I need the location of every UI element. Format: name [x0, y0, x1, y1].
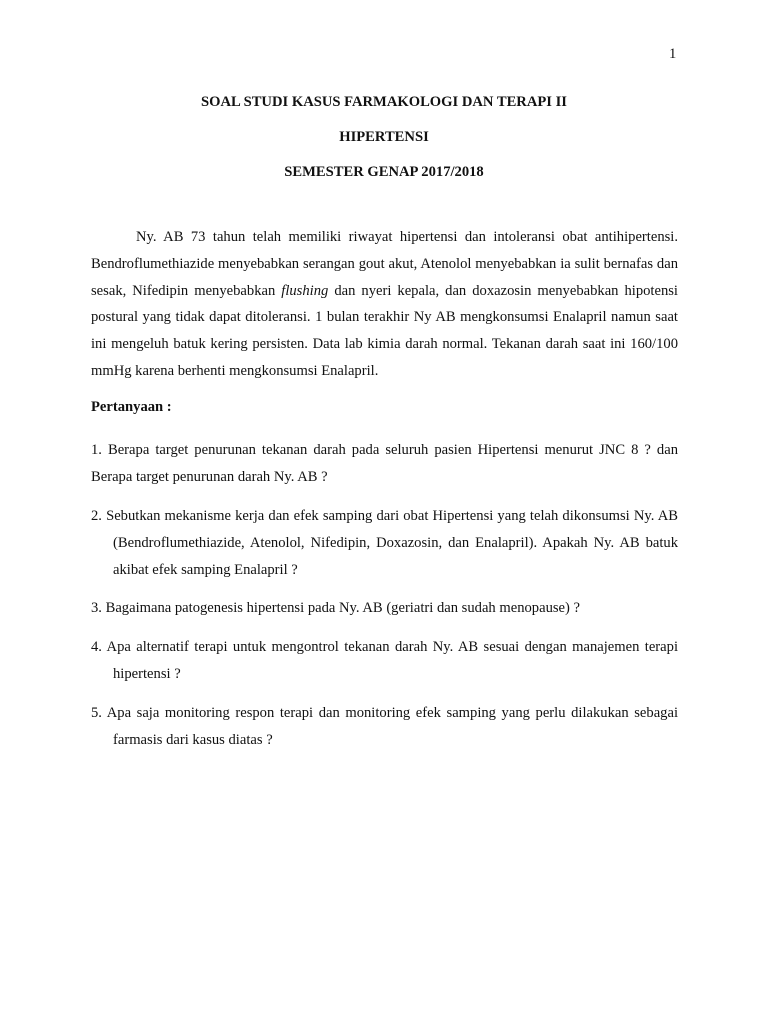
case-text-part2: dan nyeri kepala, dan doxazosin menyebabkan hipotensi postural yang tidak dapat ditoleransi. 1 bulan terakhir Ny AB mengkonsumsi Enalapril namun saat ini mengeluh batuk kering persisten. Data lab kimia darah normal. Tekanan darah saat ini 160/100 mmHg karena berhenti mengkonsumsi Enalapril. — [91, 282, 678, 379]
question-5: 5. Apa saja monitoring respon terapi dan monitoring efek samping yang perlu dilakukan sebagai farmasis dari kasus diatas ? — [91, 705, 678, 748]
question-2: 2. Sebutkan mekanisme kerja dan efek samping dari obat Hipertensi yang telah dikonsumsi Ny. AB (Bendroflumethiazide, Atenolol, Nifedipin, Doxazosin, dan Enalapril). Apakah Ny. AB batuk akibat efek samping Enalapril ? — [91, 508, 678, 578]
document-subtitle: HIPERTENSI — [339, 129, 429, 145]
case-text-italic: flushing — [281, 282, 329, 299]
page-number: 1 — [669, 46, 677, 62]
questions-heading: Pertanyaan : — [91, 399, 172, 415]
document-semester: SEMESTER GENAP 2017/2018 — [284, 164, 484, 180]
case-text-part1: Ny. AB 73 tahun telah memiliki riwayat hipertensi dan intoleransi obat antihipertensi. Bendroflumethiazide menyebabkan serangan gout akut, Atenolol menyebabkan ia sulit bernafas dan sesak, Nifedipin menyebabkan — [91, 229, 678, 299]
question-4: 4. Apa alternatif terapi untuk mengontrol tekanan darah Ny. AB sesuai dengan manajemen terapi hipertensi ? — [91, 639, 678, 682]
question-3: 3. Bagaimana patogenesis hipertensi pada Ny. AB (geriatri dan sudah menopause) ? — [91, 600, 581, 616]
document-title: SOAL STUDI KASUS FARMAKOLOGI DAN TERAPI II — [201, 94, 567, 110]
question-1: 1. Berapa target penurunan tekanan darah pada seluruh pasien Hipertensi menurut JNC 8 ? dan Berapa target penurunan darah Ny. AB ? — [91, 442, 678, 485]
case-paragraph — [91, 224, 678, 385]
